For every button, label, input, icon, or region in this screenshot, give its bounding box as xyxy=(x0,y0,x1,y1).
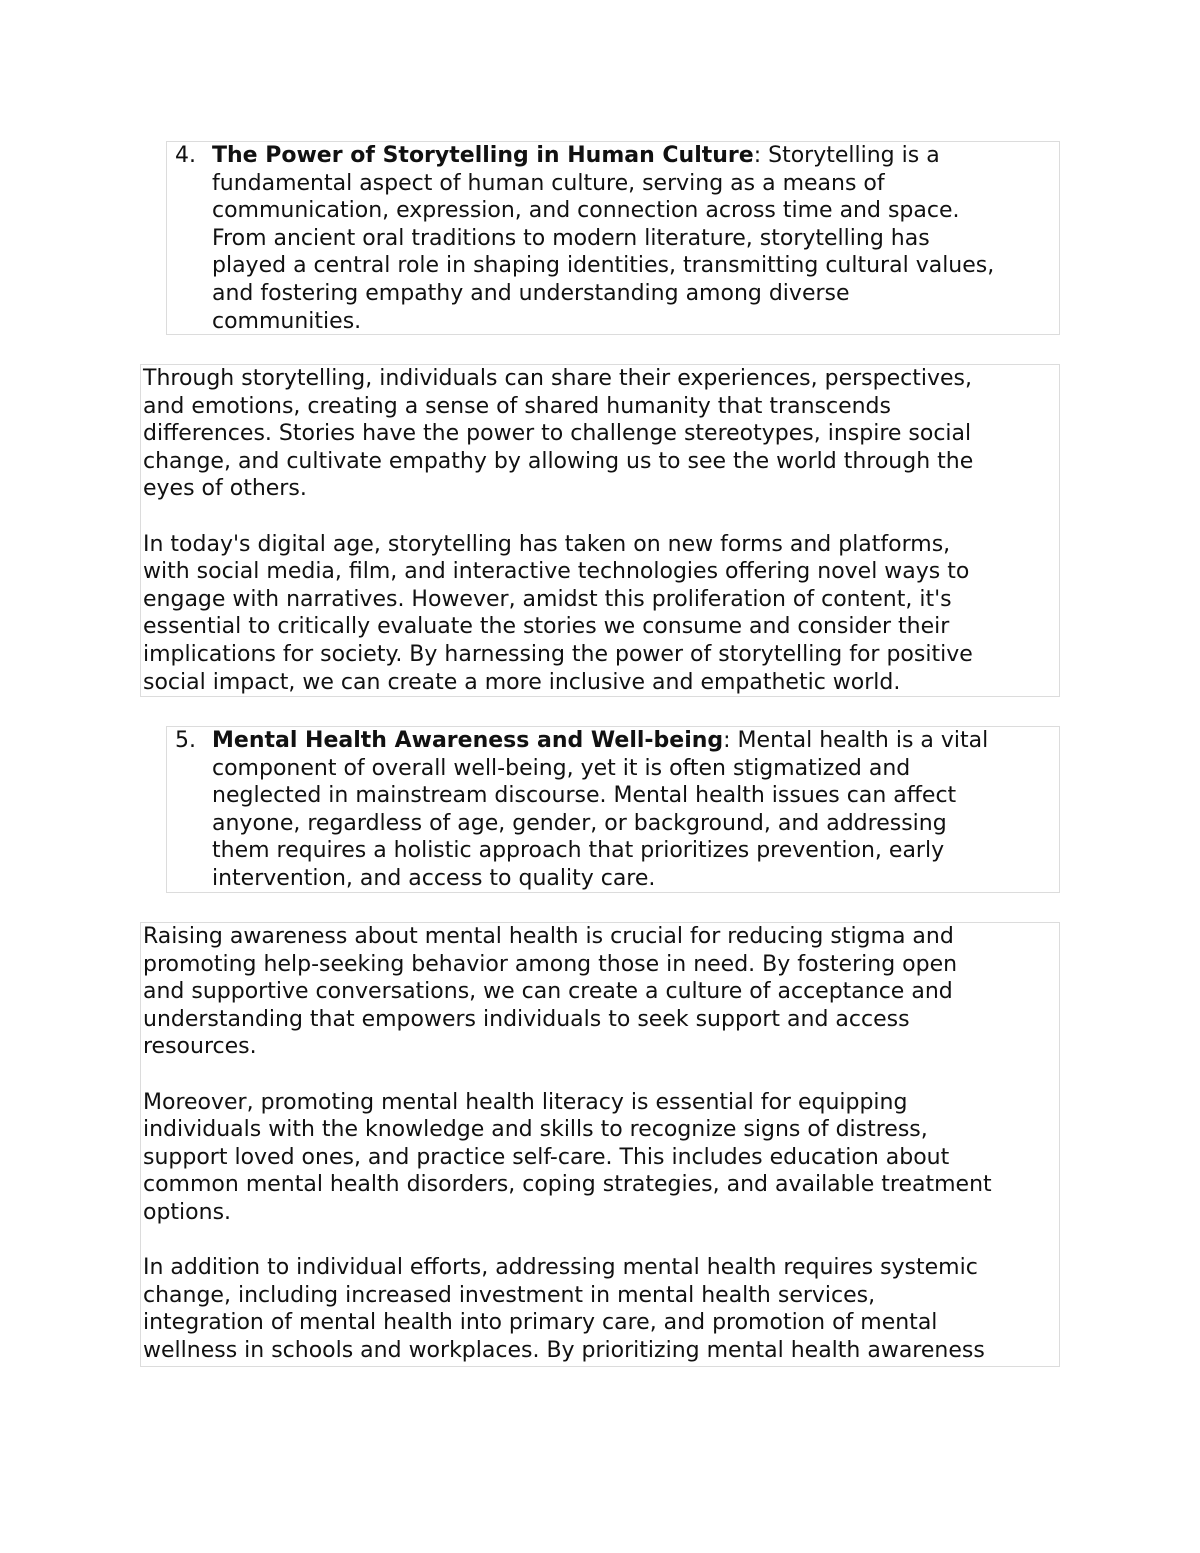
text-line: differences. Stories have the power to challenge stereotypes, inspire social xyxy=(143,421,972,447)
text-line: individuals with the knowledge and skills to recognize signs of distress, xyxy=(143,1117,928,1143)
text-line: communities. xyxy=(212,308,362,334)
item-heading: Mental Health Awareness and Well-being xyxy=(212,728,724,753)
text-line: Moreover, promoting mental health literacy is essential for equipping xyxy=(143,1089,908,1115)
text-line: understanding that empowers individuals to seek support and access xyxy=(143,1006,910,1032)
list-number: 5. xyxy=(175,728,196,753)
paragraph xyxy=(143,1089,992,1227)
text-line: promoting help-seeking behavior among those in need. By fostering open xyxy=(143,951,958,977)
mental-health-paragraphs xyxy=(140,922,1060,1367)
list-text xyxy=(212,727,988,893)
text-line: implications for society. By harnessing the power of storytelling for positive xyxy=(143,641,973,667)
text-line: intervention, and access to quality care. xyxy=(212,865,656,891)
heading-continuation: : Mental health is a vital xyxy=(723,728,989,753)
text-line: common mental health disorders, coping strategies, and available treatment xyxy=(143,1172,992,1198)
text-line: wellness in schools and workplaces. By prioritizing mental health awareness xyxy=(143,1337,985,1363)
storytelling-paragraphs xyxy=(140,364,1060,697)
item-heading: The Power of Storytelling in Human Culture xyxy=(212,143,754,168)
text-line: social impact, we can create a more inclusive and empathetic world. xyxy=(143,669,901,695)
paragraph xyxy=(143,531,973,697)
text-line: with social media, film, and interactive technologies offering novel ways to xyxy=(143,559,970,585)
text-line: change, including increased investment in mental health services, xyxy=(143,1282,876,1308)
text-line: support loved ones, and practice self-care. This includes education about xyxy=(143,1144,950,1170)
text-line: From ancient oral traditions to modern literature, storytelling has xyxy=(212,225,930,251)
text-line: Through storytelling, individuals can share their experiences, perspectives, xyxy=(143,366,972,391)
paragraph xyxy=(143,365,973,503)
text-line: and fostering empathy and understanding among diverse xyxy=(212,280,850,306)
text-line: them requires a holistic approach that prioritizes prevention, early xyxy=(212,838,945,864)
paragraph xyxy=(143,1254,992,1364)
text-line: neglected in mainstream discourse. Mental health issues can affect xyxy=(212,783,957,809)
text-line: In addition to individual efforts, addressing mental health requires systemic xyxy=(143,1255,978,1281)
text-line: In today's digital age, storytelling has taken on new forms and platforms, xyxy=(143,531,951,557)
list-number: 4. xyxy=(175,143,196,168)
text-line: anyone, regardless of age, gender, or background, and addressing xyxy=(212,810,947,836)
text-line: fundamental aspect of human culture, serving as a means of xyxy=(212,170,885,196)
list-item-mental-health xyxy=(166,726,1060,893)
text-line: options. xyxy=(143,1199,232,1225)
list-item-storytelling xyxy=(166,141,1060,335)
text-line: resources. xyxy=(143,1034,257,1060)
text-line: and supportive conversations, we can create a culture of acceptance and xyxy=(143,979,953,1005)
text-line: eyes of others. xyxy=(143,476,307,502)
text-line: integration of mental health into primary care, and promotion of mental xyxy=(143,1310,938,1336)
text-line: and emotions, creating a sense of shared humanity that transcends xyxy=(143,393,891,419)
paragraph xyxy=(143,923,992,1061)
heading-continuation: : Storytelling is a xyxy=(753,143,940,168)
text-line: essential to critically evaluate the stories we consume and consider their xyxy=(143,614,950,640)
text-line: played a central role in shaping identities, transmitting cultural values, xyxy=(212,253,995,279)
list-text xyxy=(212,142,994,335)
text-line: communication, expression, and connection across time and space. xyxy=(212,198,960,224)
text-line: change, and cultivate empathy by allowing us to see the world through the xyxy=(143,448,974,474)
text-line: component of overall well-being, yet it is often stigmatized and xyxy=(212,755,911,781)
text-line: Raising awareness about mental health is crucial for reducing stigma and xyxy=(143,924,954,949)
text-line: engage with narratives. However, amidst this proliferation of content, it's xyxy=(143,586,952,612)
